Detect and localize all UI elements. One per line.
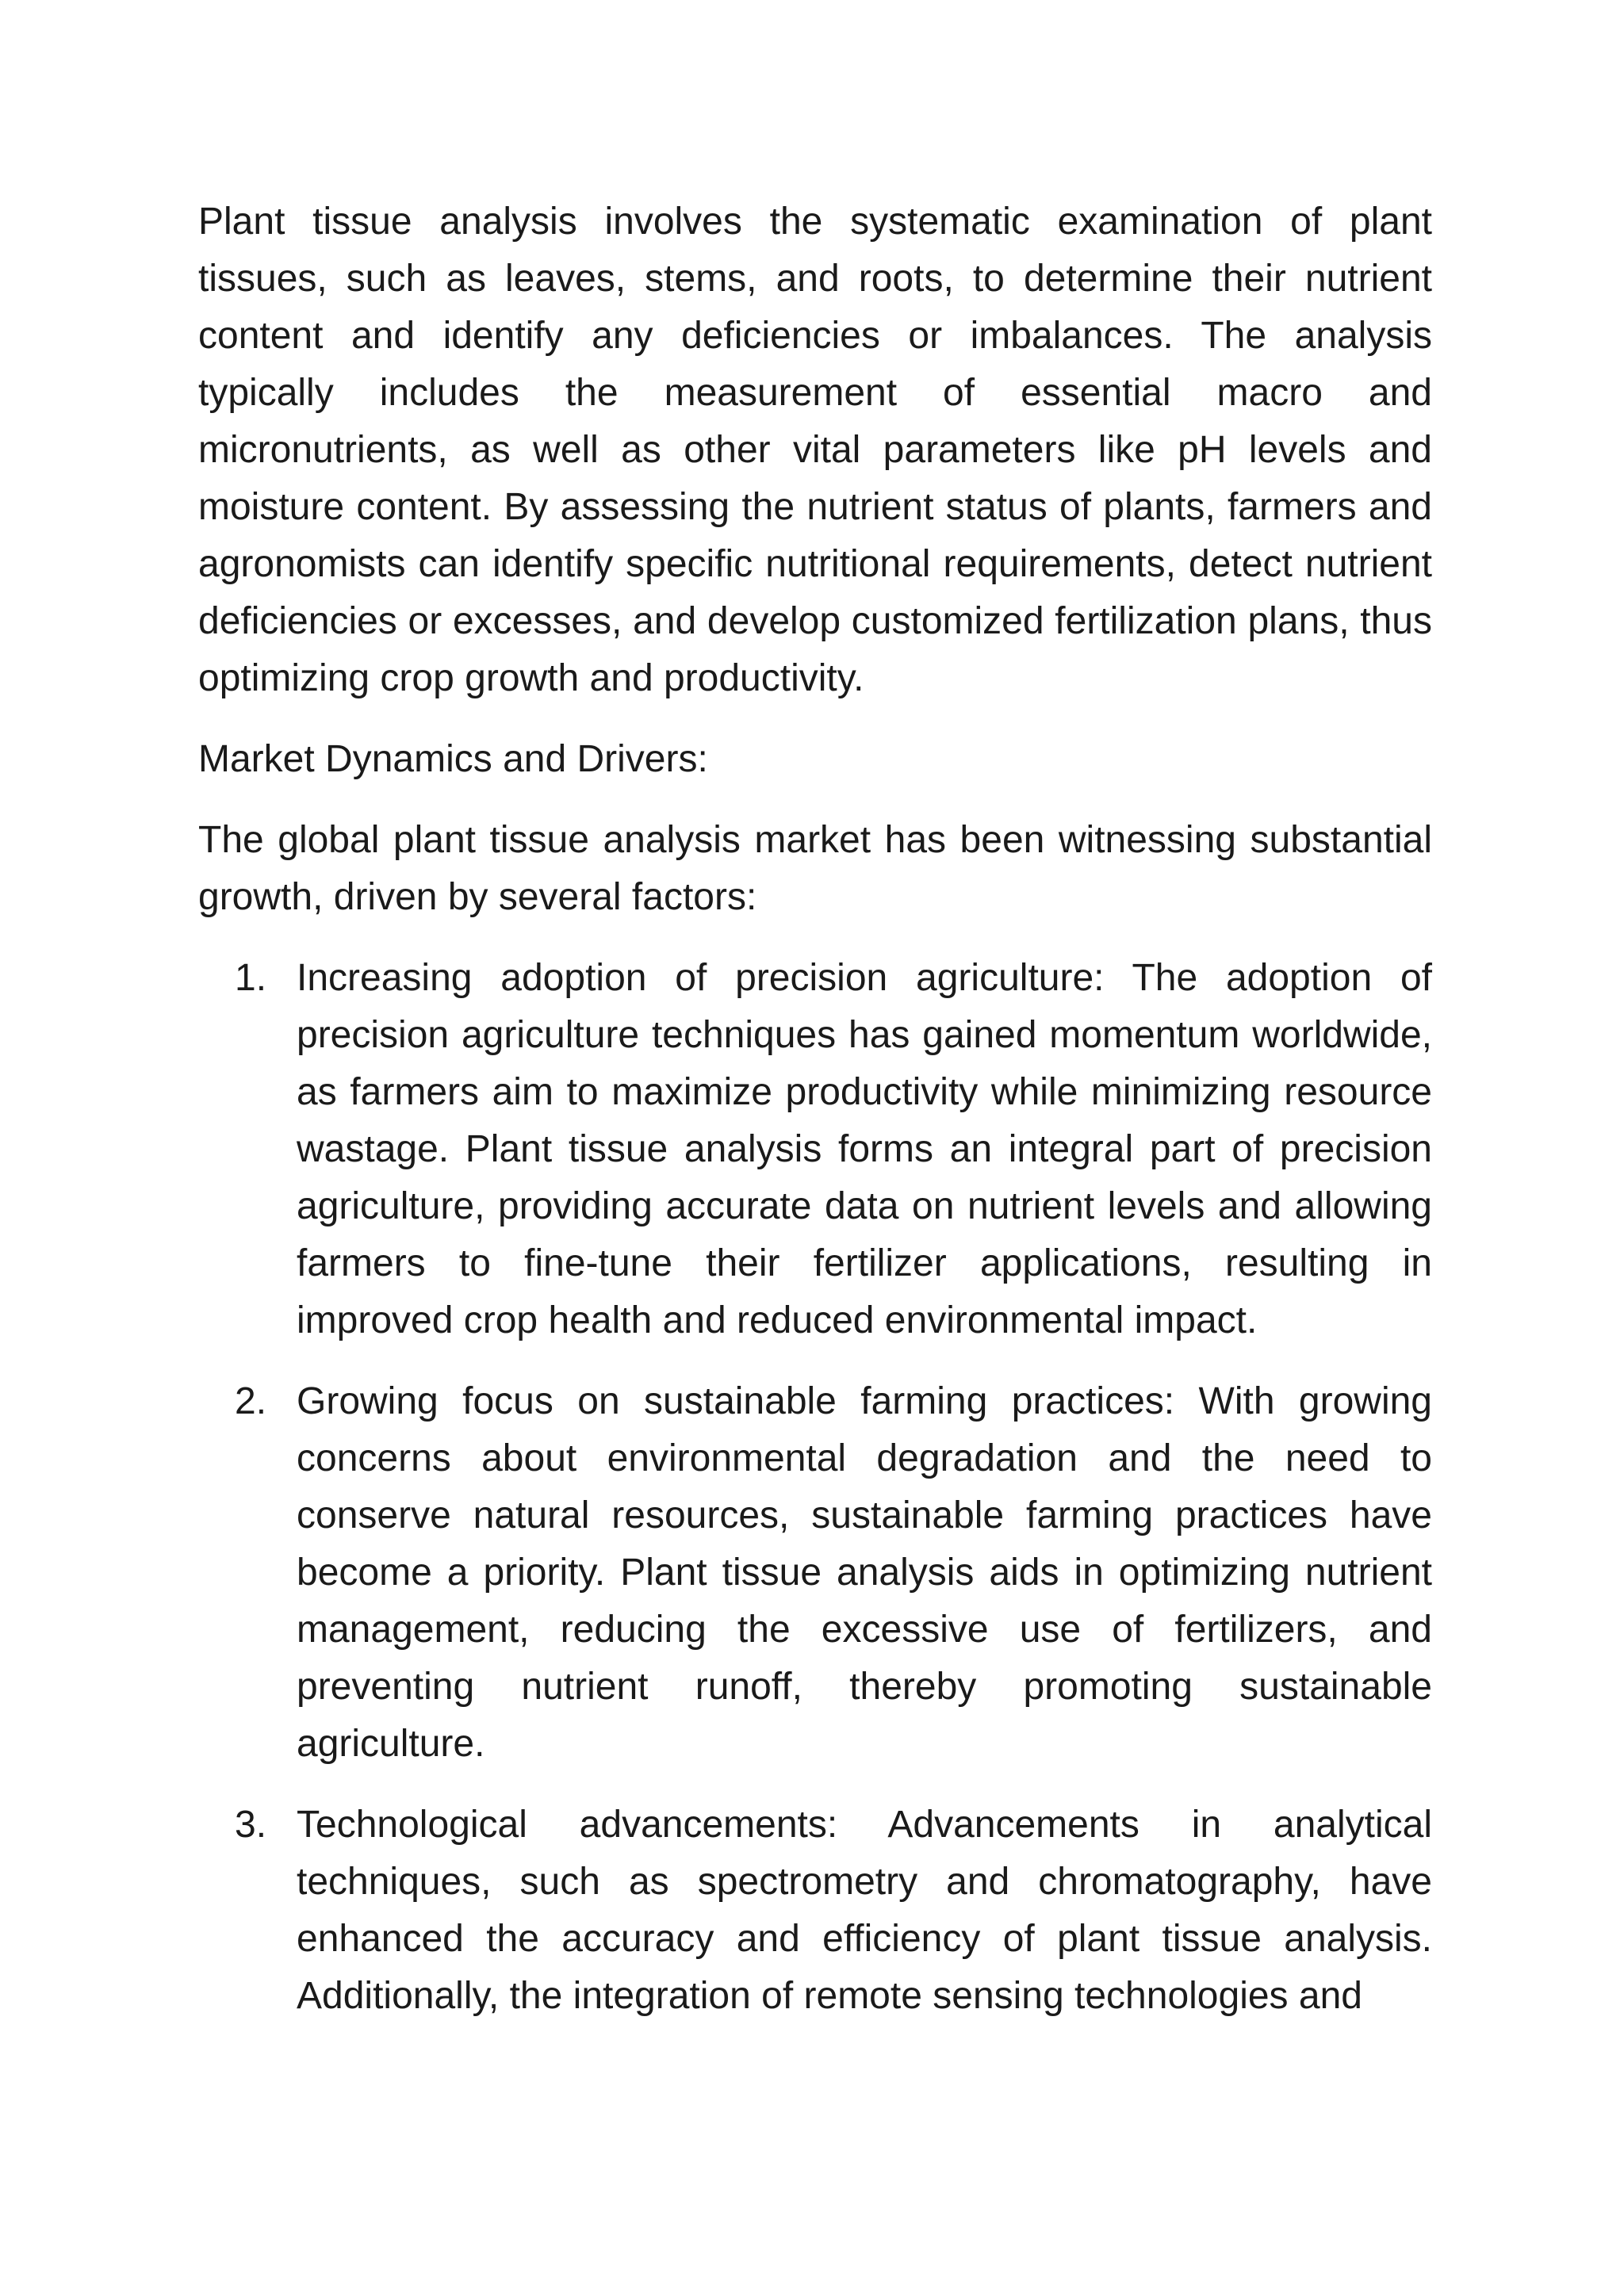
section-intro-paragraph: The global plant tissue analysis market has been witnessing substantial growth, driven by several factors: (198, 819, 1432, 918)
list-item-text: Increasing adoption of precision agriculture: The adoption of precision agriculture techniques has gained momentum worldwide, as farmers aim to maximize productivity while minimizing resource wastage. Plant tissue analysis forms an integral part of precision agriculture, providing accurate data on nutrient levels and allowing farmers to fine-tune their fertilizer applications, resulting in improved crop health and reduced environmental impact. (297, 957, 1432, 1341)
list-item-text: Technological advancements: Advancements in analytical techniques, such as spectrometry and chromatography, have enhanced the accuracy and efficiency of plant tissue analysis. Additionally, the integration of remote sensing technologies and (297, 1804, 1432, 2017)
list-item (198, 950, 1432, 1349)
list-item-number: 2. (235, 1380, 267, 1422)
list-item (198, 1797, 1432, 2025)
list-item-number: 1. (235, 957, 267, 999)
list-item-text: Growing focus on sustainable farming practices: With growing concerns about environmental degradation and the need to conserve natural resources, sustainable farming practices have become a priority. Plant tissue analysis aids in optimizing nutrient management, reducing the excessive use of fertilizers, and preventing nutrient runoff, thereby promoting sustainable agriculture. (297, 1380, 1432, 1765)
list-item (198, 1373, 1432, 1773)
drivers-list (198, 950, 1432, 2025)
section-heading: Market Dynamics and Drivers: (198, 738, 708, 780)
intro-paragraph: Plant tissue analysis involves the systematic examination of plant tissues, such as leaves, stems, and roots, to determine their nutrient content and identify any deficiencies or imbalances. The analysis typically includes the measurement of essential macro and micronutrients, as well as other vital parameters like pH levels and moisture content. By assessing the nutrient status of plants, farmers and agronomists can identify specific nutritional requirements, detect nutrient deficiencies or excesses, and develop customized fertilization plans, thus optimizing crop growth and productivity. (198, 201, 1432, 699)
list-item-number: 3. (235, 1804, 267, 1846)
document-page (198, 193, 1432, 2049)
